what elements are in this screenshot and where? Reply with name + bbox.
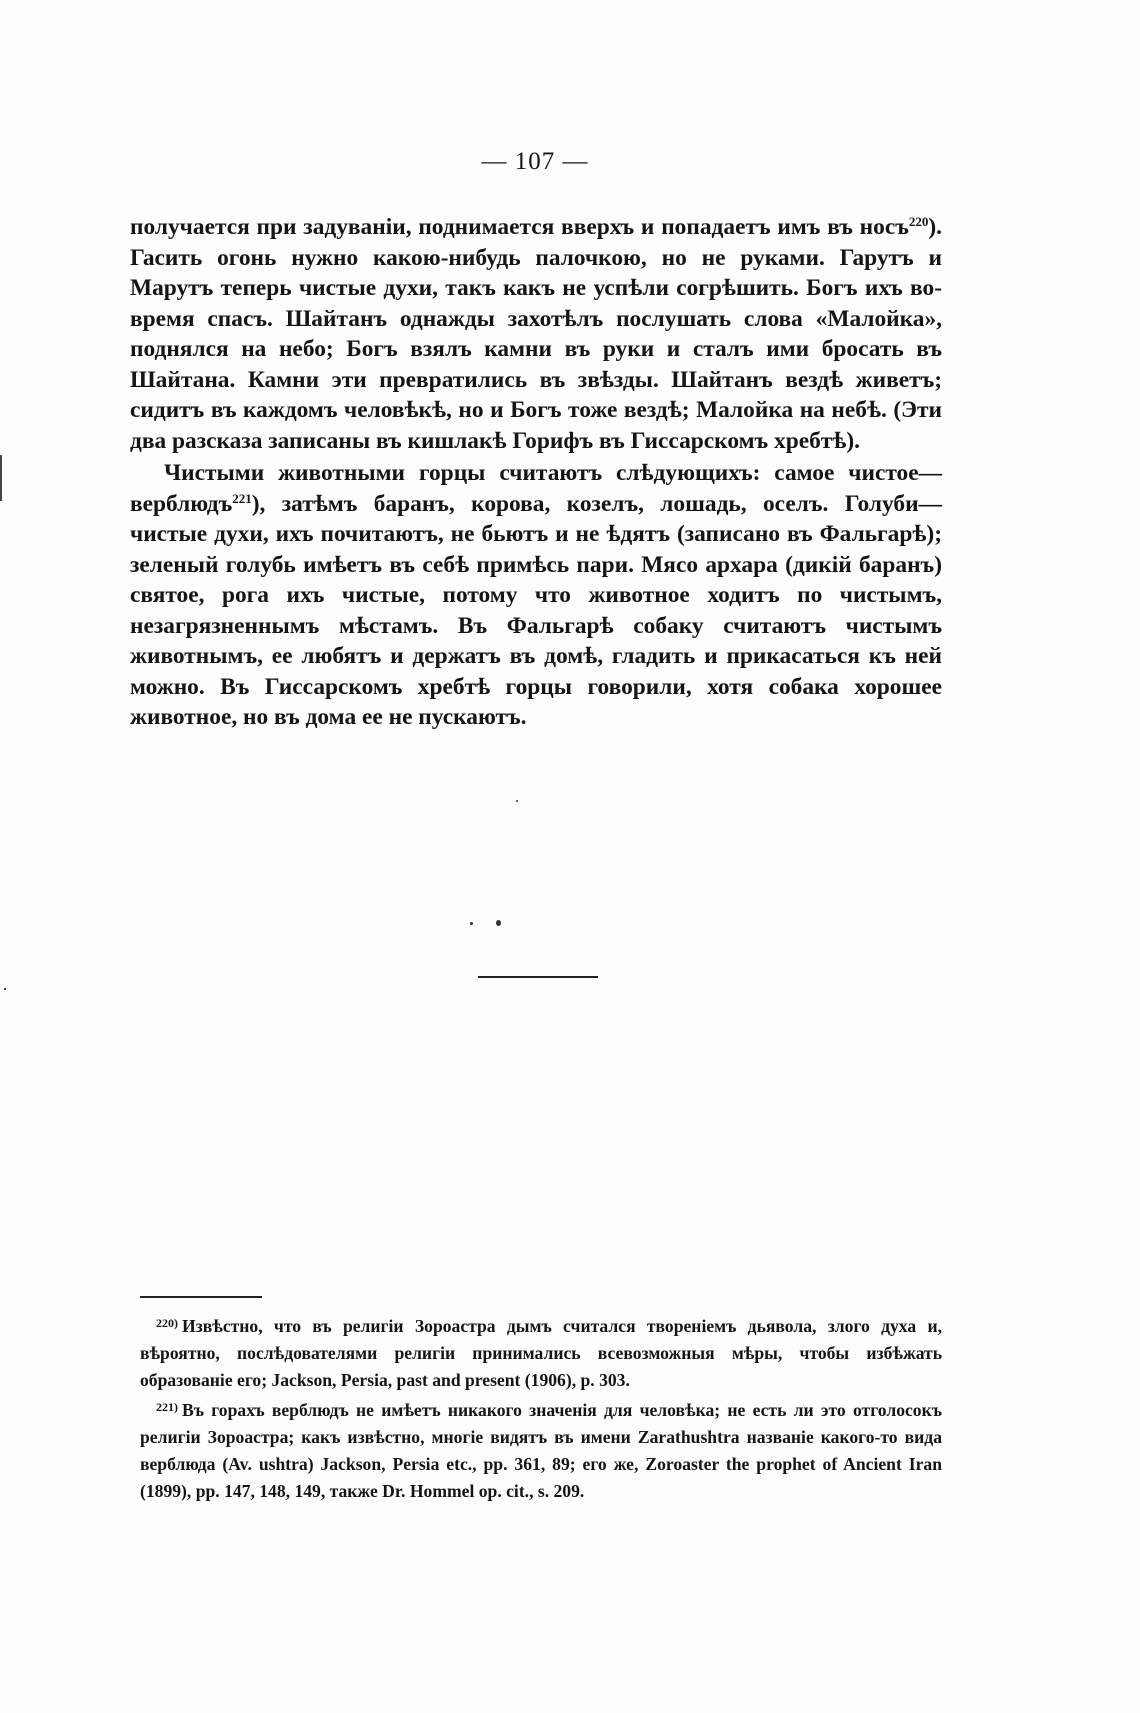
section-end-rule: [478, 976, 598, 978]
footnote-marker: 221): [156, 1400, 178, 1414]
paragraph-text: получается при задуванiи, поднимается вверхъ и попадаетъ имъ въ носъ: [130, 214, 909, 240]
scan-margin-mark: [0, 455, 2, 501]
footnote-reference[interactable]: 220: [908, 214, 929, 229]
paragraph: [130, 458, 942, 733]
page-number: — 107 —: [481, 148, 589, 175]
footnote: [140, 1310, 942, 1394]
scan-speck: [470, 922, 473, 925]
paragraph-text: ), затѣмъ баранъ, корова, козелъ, лошадь, оселъ. Голуби— чистые духи, ихъ почитаютъ, не бьютъ и не ѣдятъ (записано въ Фальгарѣ); зеленый голубь имѣетъ въ себѣ примѣсь пари. Мясо архара (дикiй баранъ) святое, рога ихъ чистые, потому что животное ходитъ по чистымъ, незагрязненнымъ мѣстамъ. Въ Фальгарѣ собаку считаютъ чистымъ животнымъ, ее любятъ и держатъ въ домѣ, гладить и прикасаться къ ней можно. Въ Гиссарскомъ хребтѣ горцы говорили, хотя собака хорошее животное, но въ дома ее не пускаютъ.: [130, 490, 942, 730]
scan-speck: [516, 800, 518, 802]
footnote: [140, 1394, 942, 1505]
scan-margin-mark: [4, 988, 6, 990]
paragraph-text: ). Гасить огонь нужно какою-нибудь палочкою, но не руками. Гарутъ и Марутъ теперь чистые духи, такъ какъ не успѣли согрѣшить. Богъ ихъ во-время спасъ. Шайтанъ однажды захотѣлъ послушать слова «Малойка», поднялся на небо; Богъ взялъ камни въ руки и сталъ ими бросать въ Шайтана. Камни эти превратились въ звѣзды. Шайтанъ вездѣ живетъ; сидитъ въ каждомъ человѣкѣ, но и Богъ тоже вездѣ; Малойка на небѣ. (Эти два разсказа записаны въ кишлакѣ Горифъ въ Гиссарскомъ хребтѣ).: [130, 214, 942, 454]
paragraph-text: Чистыми животными горцы считаютъ слѣдующихъ: самое чистое— верблюдъ: [130, 460, 942, 517]
main-text: [130, 212, 942, 733]
footnotes: [140, 1310, 942, 1505]
scan-speck: [496, 920, 501, 926]
paragraph: [130, 212, 942, 456]
footnote-separator: [140, 1296, 262, 1298]
footnote-text: Въ горахъ верблюдъ не имѣетъ никакого значенiя для человѣка; не есть ли это отголосокъ религiи Зороастра; какъ извѣстно, многiе видятъ въ имени Zarathushtra названiе какого-то вида верблюда (Av. ushtra) Jackson, Persia etc., pp. 361, 89; его же, Zoroaster the prophet of Ancient Iran (1899), pp. 147, 148, 149, также Dr. Hommel op. cit., s. 209.: [140, 1400, 942, 1501]
footnote-reference[interactable]: 221: [232, 490, 252, 506]
footnote-text: Извѣстно, что въ религiи Зороастра дымъ считался творенiемъ дьявола, злого духа и, вѣроятно, послѣдователями религiи принимались всевозможныя мѣры, чтобы избѣжать образованiе его; Jackson, Persia, past and present (1906), p. 303.: [140, 1316, 942, 1390]
footnote-marker: 220): [156, 1316, 178, 1330]
